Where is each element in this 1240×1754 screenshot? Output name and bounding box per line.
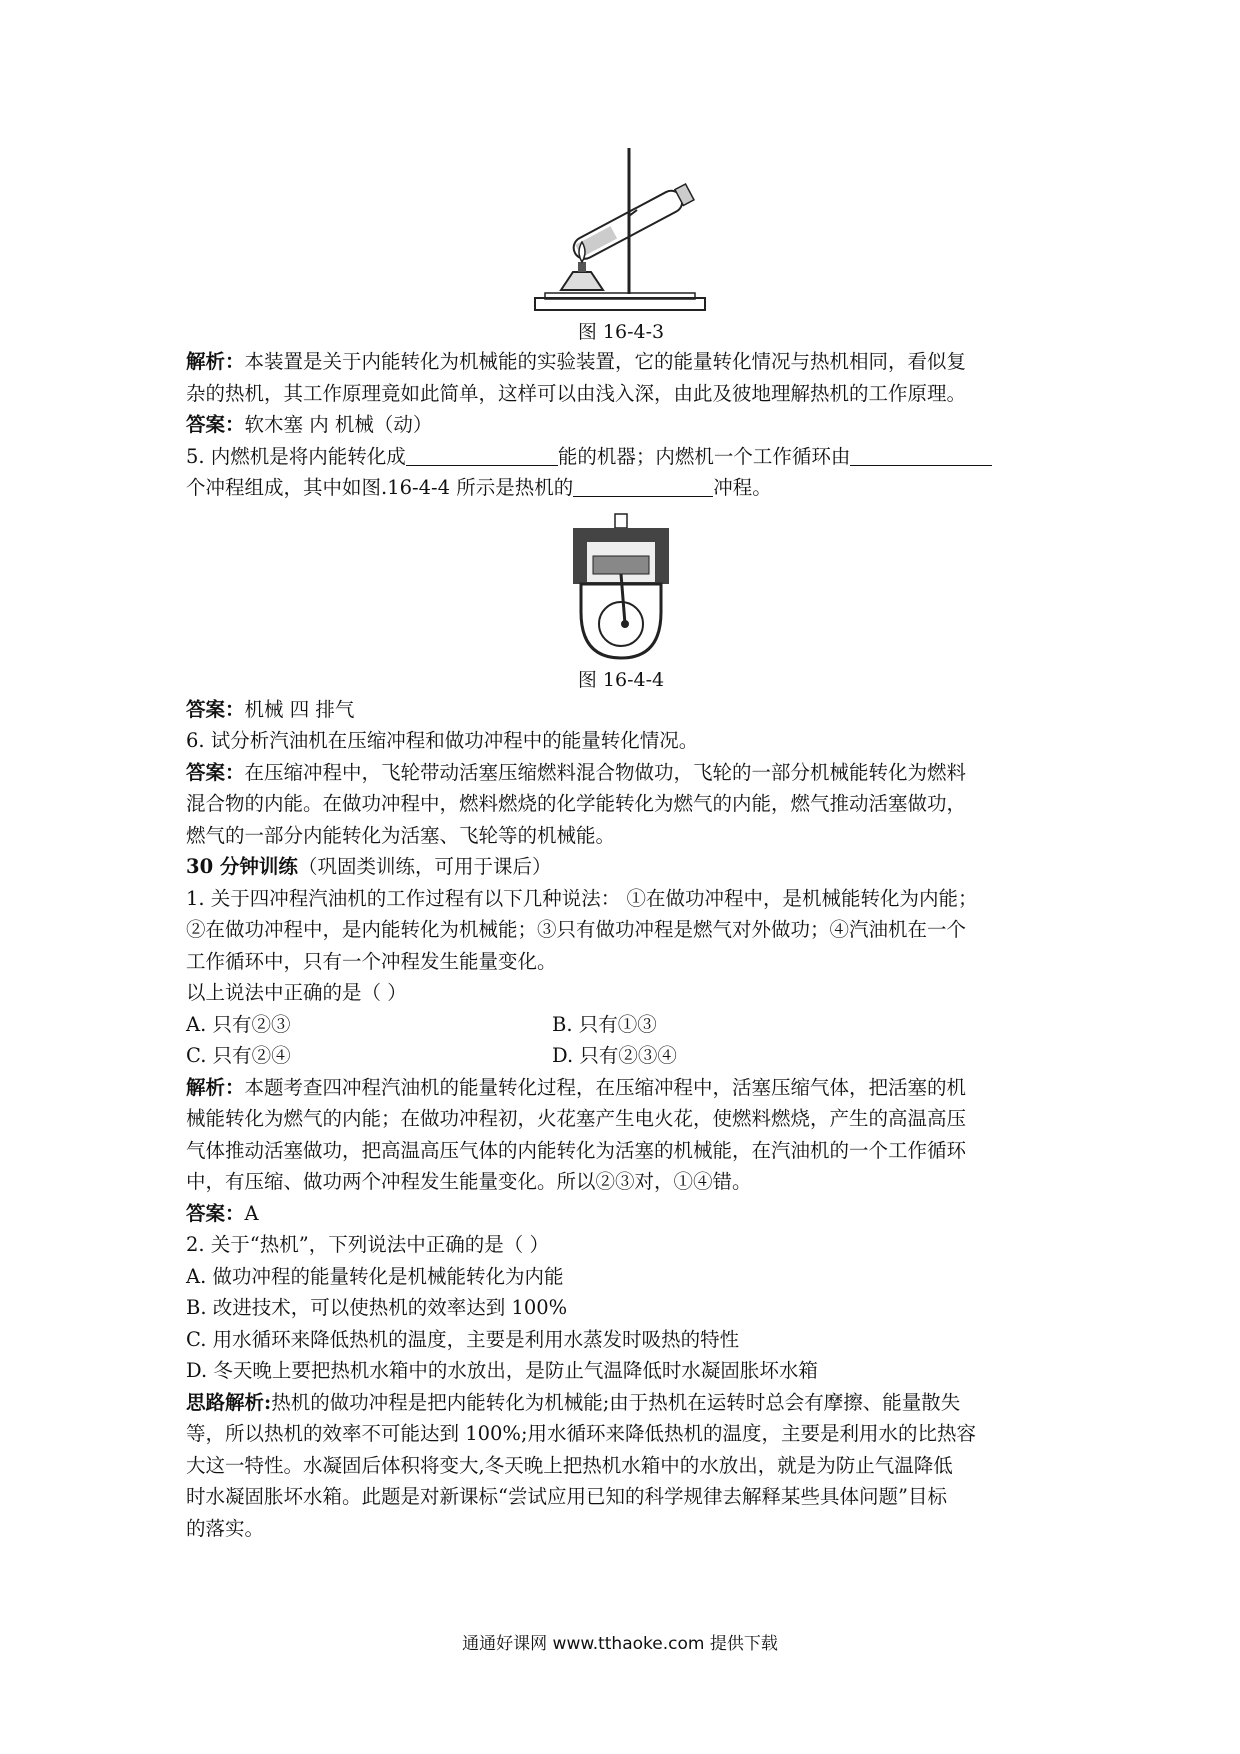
analysis-text: 中，有压缩、做功两个冲程发生能量变化。所以②③对，①④错。 <box>186 1170 752 1193</box>
p1-options-row <box>186 1040 1056 1072</box>
question-text: 冲程。 <box>713 476 772 499</box>
fill-blank[interactable] <box>406 443 558 466</box>
page-footer: 通通好课网 www.tthaoke.com 提供下载 <box>462 1634 778 1654</box>
figure-caption: 图 16-4-3 <box>577 321 665 343</box>
analysis-label: 思路解析: <box>186 1390 272 1414</box>
analysis-text: 气体推动活塞做功，把高温高压气体的内能转化为活塞的机械能，在汽油机的一个工作循环 <box>186 1138 967 1162</box>
p1-question-text: 以上说法中正确的是（ ） <box>186 981 407 1004</box>
analysis-text: 的落实。 <box>186 1516 265 1540</box>
analysis-label: 解析： <box>186 350 245 373</box>
p1-options-row <box>186 1009 1056 1041</box>
answer-text: 在压缩冲程中，飞轮带动活塞压缩燃料混合物做功，飞轮的一部分机械能转化为燃料 <box>244 760 967 784</box>
analysis-text: 杂的热机，其工作原理竟如此简单，这样可以由浅入深，由此及彼地理解热机的工作原理。 <box>186 381 967 405</box>
question-text: 个冲程组成，其中如图.16-4-4 所示是热机的 <box>186 476 574 499</box>
answer-label: 答案： <box>186 413 245 436</box>
q4-answer <box>186 409 1056 441</box>
q5-question-line1 <box>186 441 1056 473</box>
option-a[interactable]: A. 只有②③ <box>186 1012 291 1036</box>
option-c[interactable]: C. 只有②④ <box>186 1044 291 1067</box>
answer-label: 答案： <box>186 760 245 784</box>
q6-question: 6. 试分析汽油机在压缩冲程和做功冲程中的能量转化情况。 <box>186 729 699 752</box>
analysis-text: 大这一特性。水凝固后体积将变大,冬天晚上把热机水箱中的水放出，就是为防止气温降低 <box>186 1453 953 1477</box>
answer-text: 机械 四 排气 <box>244 697 355 721</box>
p1-question-text: 工作循环中，只有一个冲程发生能量变化。 <box>186 949 557 973</box>
page-content <box>186 140 1056 1544</box>
answer-label: 答案： <box>186 1201 245 1225</box>
q4-analysis <box>186 346 1056 378</box>
p2-question-text: 2. 关于“热机”，下列说法中正确的是（ ） <box>186 1233 549 1256</box>
q6-answer <box>186 757 1056 789</box>
p1-question-text: ②在做功冲程中，是内能转化为机械能；③只有做功冲程是燃气对外做功；④汽油机在一个 <box>186 918 967 941</box>
option-d[interactable]: D. 冬天晚上要把热机水箱中的水放出，是防止气温降低时水凝固胀坏水箱 <box>186 1359 818 1382</box>
q5-answer <box>186 694 1056 726</box>
analysis-text: 时水凝固胀坏水箱。此题是对新课标“尝试应用已知的科学规律去解释某些具体问题”目标 <box>186 1485 947 1508</box>
option-b[interactable]: B. 只有①③ <box>552 1012 657 1036</box>
analysis-text: 等，所以热机的效率不可能达到 100%;用水循环来降低热机的温度，主要是利用水的比热容 <box>186 1422 977 1445</box>
option-b[interactable]: B. 改进技术，可以使热机的效率达到 100% <box>186 1296 568 1319</box>
analysis-text: 本装置是关于内能转化为机械能的实验装置，它的能量转化情况与热机相同，看似复 <box>244 350 967 373</box>
fill-blank[interactable] <box>573 474 713 497</box>
engine-cylinder-illustration <box>565 512 677 662</box>
option-a[interactable]: A. 做功冲程的能量转化是机械能转化为内能 <box>186 1264 564 1288</box>
question-text: 能的机器；内燃机一个工作循环由 <box>557 444 851 468</box>
section-note: （巩固类训练，可用于课后） <box>297 855 552 878</box>
figure-caption: 图 16-4-4 <box>577 668 665 691</box>
analysis-text: 械能转化为燃气的内能；在做功冲程初，火花塞产生电火花，使燃料燃烧，产生的高温高压 <box>186 1107 967 1130</box>
answer-label: 答案： <box>186 697 245 721</box>
analysis-text: 本题考查四冲程汽油机的能量转化过程，在压缩冲程中，活塞压缩气体，把活塞的机 <box>244 1075 967 1099</box>
p2-analysis <box>186 1387 1056 1419</box>
figure-engine-cylinder <box>186 512 1056 694</box>
answer-text: 燃气的一部分内能转化为活塞、飞轮等的机械能。 <box>186 823 616 847</box>
answer-text: 软木塞 内 机械（动） <box>244 413 433 436</box>
p1-answer <box>186 1198 1056 1230</box>
q5-question-line2 <box>186 472 1056 504</box>
section-title: 30 分钟训练 <box>186 855 298 878</box>
option-c[interactable]: C. 用水循环来降低热机的温度，主要是利用水蒸发时吸热的特性 <box>186 1327 740 1351</box>
answer-text: A <box>244 1201 259 1225</box>
p1-question-text: 1. 关于四冲程汽油机的工作过程有以下几种说法： ①在做功冲程中，是机械能转化为内能； <box>186 886 978 910</box>
analysis-label: 解析： <box>186 1075 245 1099</box>
answer-text: 混合物的内能。在做功冲程中，燃料燃烧的化学能转化为燃气的内能，燃气推动活塞做功， <box>186 792 967 815</box>
section-heading <box>186 851 1056 883</box>
figure-test-tube-apparatus <box>186 140 1056 346</box>
p1-analysis <box>186 1072 1056 1104</box>
option-d[interactable]: D. 只有②③④ <box>552 1044 677 1067</box>
question-text: 5. 内燃机是将内能转化成 <box>186 444 406 468</box>
fill-blank[interactable] <box>850 443 992 466</box>
analysis-text: 热机的做功冲程是把内能转化为机械能;由于热机在运转时总会有摩擦、能量散失 <box>271 1390 961 1414</box>
test-tube-apparatus-illustration <box>521 140 721 318</box>
